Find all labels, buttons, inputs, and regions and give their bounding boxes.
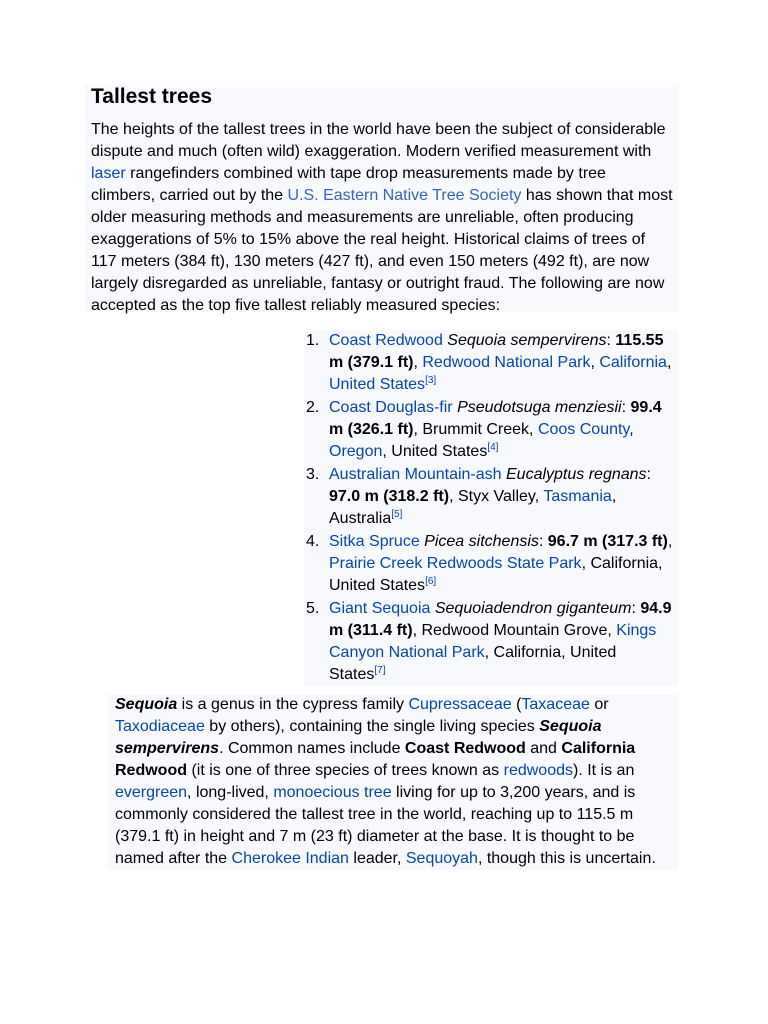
location-link[interactable]: Prairie Creek Redwoods State Park <box>329 555 582 572</box>
list-item <box>306 598 674 686</box>
reference-link[interactable]: [6] <box>425 576 437 587</box>
scientific-name: Pseudotsuga menziesii <box>457 399 622 416</box>
text: , <box>667 533 673 550</box>
sequoia-paragraph <box>115 694 675 870</box>
taxodiaceae-link[interactable]: Taxodiaceae <box>115 718 205 735</box>
species-link[interactable]: Giant Sequoia <box>329 600 431 617</box>
text: , Brummit Creek, <box>413 421 538 438</box>
list-number: 5. <box>306 600 320 617</box>
separator: : <box>606 332 611 349</box>
tallest-trees-section <box>85 85 678 312</box>
height-value: 97.0 m (318.2 ft) <box>329 488 450 505</box>
scientific-name: Picea sitchensis <box>424 533 539 550</box>
location-link[interactable]: Tasmania <box>543 488 612 505</box>
evergreen-link[interactable]: evergreen <box>115 784 188 801</box>
list-number: 2. <box>306 399 320 416</box>
cherokee-link[interactable]: Cherokee Indian <box>231 850 349 867</box>
reference-link[interactable]: [7] <box>374 665 386 676</box>
common-name: California Redwood <box>115 740 636 779</box>
intro-text-2: rangefinders combined with tape drop measurements made by tree climbers, carried out by the <box>91 165 606 204</box>
text: ). It is an <box>572 762 635 779</box>
species-link[interactable]: Coast Redwood <box>329 332 443 349</box>
text: , Styx Valley, <box>449 488 544 505</box>
reference-link[interactable]: [5] <box>391 509 403 520</box>
laser-link[interactable]: laser <box>91 165 126 182</box>
redwoods-link[interactable]: redwoods <box>503 762 573 779</box>
text: , Redwood Mountain Grove, <box>412 622 617 639</box>
text: , United States <box>382 443 488 460</box>
text: or <box>589 696 609 713</box>
text: and <box>525 740 562 757</box>
tallest-species-list-box <box>304 330 678 686</box>
sequoia-section <box>108 694 678 870</box>
text: . Common names include <box>219 740 405 757</box>
text: is a genus in the cypress family <box>177 696 409 713</box>
separator: : <box>538 533 548 550</box>
list-item <box>306 397 674 463</box>
text: by others), containing the single living species <box>204 718 540 735</box>
height-value: 94.9 m (311.4 ft) <box>329 600 672 639</box>
scientific-name: Sequoiadendron giganteum <box>434 600 632 617</box>
text: , <box>629 421 634 438</box>
intro-paragraph <box>91 119 673 317</box>
height-value: 96.7 m (317.3 ft) <box>547 533 668 550</box>
location-link[interactable]: United States <box>329 376 426 393</box>
species-name: Sequoia sempervirens <box>115 718 602 757</box>
separator: : <box>646 466 651 483</box>
reference-link[interactable]: [3] <box>425 375 437 386</box>
cupressaceae-link[interactable]: Cupressaceae <box>408 696 512 713</box>
text: ( <box>511 696 522 713</box>
monoecious-tree-link[interactable]: monoecious tree <box>273 784 392 801</box>
text: , <box>590 354 600 371</box>
common-name: Coast Redwood <box>404 740 526 757</box>
list-item <box>306 531 674 597</box>
height-value: 99.4 m (326.1 ft) <box>329 399 662 438</box>
separator: : <box>631 600 636 617</box>
text: leader, <box>348 850 406 867</box>
entss-link[interactable]: U.S. Eastern Native Tree Society <box>287 187 522 204</box>
list-item <box>306 464 674 530</box>
height-value: 115.55 m (379.1 ft) <box>329 332 664 371</box>
species-link[interactable]: Sitka Spruce <box>329 533 420 550</box>
location-link[interactable]: California <box>599 354 667 371</box>
list-number: 3. <box>306 466 320 483</box>
scientific-name: Eucalyptus regnans <box>506 466 647 483</box>
section-heading: Tallest trees <box>91 85 213 108</box>
text: living for up to 3,200 years, and is commonly considered the tallest tree in the world, reaching up to 115.5 m (379.1 ft) in height and 7 m (23 ft) diameter at the base. It is thought to be named after the <box>115 784 636 867</box>
tallest-species-list <box>304 330 678 686</box>
text: , long-lived, <box>187 784 274 801</box>
genus-name: Sequoia <box>115 696 178 713</box>
taxaceae-link[interactable]: Taxaceae <box>521 696 590 713</box>
list-number: 4. <box>306 533 320 550</box>
intro-text-3: has shown that most older measuring methods and measurements are unreliable, often producing exaggerations of 5% to 15% above the real height. Historical claims of trees of 117 meters (384 ft), 130 meters (427 ft), and even 150 meters (492 ft), are now largely disregarded as unreliable, fantasy or outright fraud. The following are now accepted as the top five tallest reliably measured species: <box>91 187 673 314</box>
text: , though this is uncertain. <box>477 850 656 867</box>
text: , California, United States <box>329 644 617 683</box>
reference-link[interactable]: [4] <box>487 442 499 453</box>
text: , <box>666 354 672 371</box>
text: , California, United States <box>329 555 663 594</box>
location-link[interactable]: Kings Canyon National Park <box>329 622 657 661</box>
text: (it is one of three species of trees known as <box>187 762 504 779</box>
location-link[interactable]: Redwood National Park <box>422 354 591 371</box>
list-item <box>306 330 674 396</box>
list-number: 1. <box>306 332 320 349</box>
text: , <box>413 354 423 371</box>
sequoyah-link[interactable]: Sequoyah <box>405 850 478 867</box>
location-link[interactable]: Coos County <box>537 421 630 438</box>
species-link[interactable]: Australian Mountain-ash <box>329 466 502 483</box>
separator: : <box>621 399 627 416</box>
location-link[interactable]: Oregon <box>329 443 383 460</box>
text: , Australia <box>329 488 617 527</box>
intro-text-1: The heights of the tallest trees in the world have been the subject of considerable dispute and much (often wild) exaggeration. Modern verified measurement with <box>91 121 666 160</box>
species-link[interactable]: Coast Douglas-fir <box>329 399 453 416</box>
scientific-name: Sequoia sempervirens <box>447 332 607 349</box>
